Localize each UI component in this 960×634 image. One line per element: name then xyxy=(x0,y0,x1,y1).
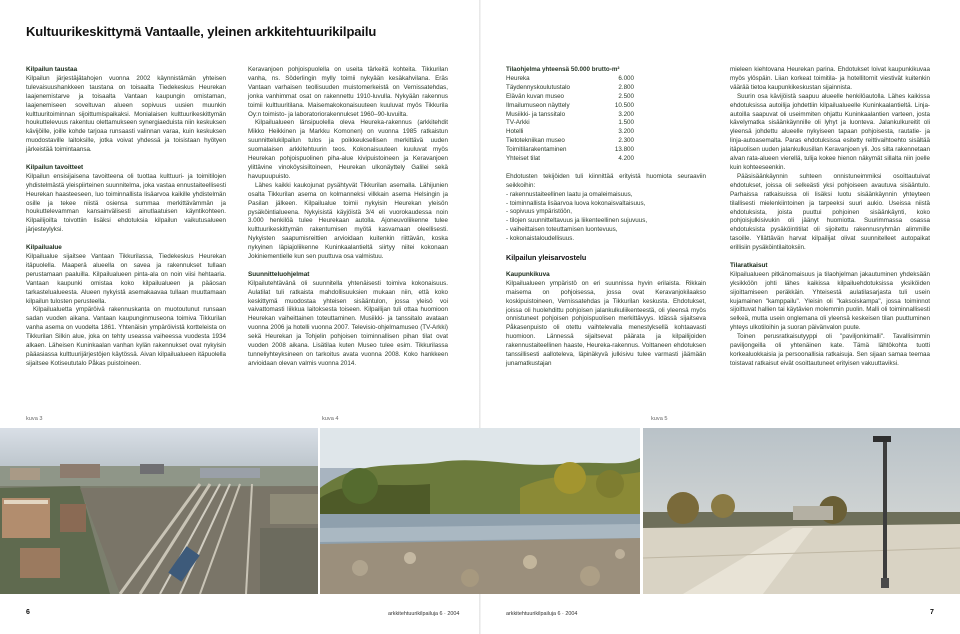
magazine-footer-left: arkkitehtuurikilpailuja 6 · 2004 xyxy=(388,611,460,617)
heading-tausta: Kilpailun taustaa xyxy=(26,66,78,73)
text-column-4 xyxy=(730,66,930,369)
page-number-right: 7 xyxy=(930,609,934,616)
list-item: - sopivuus ympäristöön, xyxy=(506,208,573,216)
text-column-3 xyxy=(506,66,706,369)
paragraph-ohjelma: Kilpailutehtävänä oli suunnitella yhtenäisesti toimiva kokonaisuus. Aulatilat tuli ratkaista mahdollisuuksien mukaan niin, että koko keskittymä muodostaa yhteisen sisääntulon, jossa yleisö voi vaivattomasti liikkua laitoksesta toiseen. Kilpailijan tuli ottaa huomioon Heurekan vaiheittainen toteuttaminen. Musiikki- ja tanssitalo avataan vuonna 2006 ja hotelli vuonna 2007. Televisio-ohjelmamuseo (TV-Arkki) sekä Heurekan ja Tohjelin pohjoisen toiminnallisen pihan tilat ovat vuoden 2008 aikana. Lisätilaa kuten Museo tulee esim. Tikkurilassa tunneliyhteyksineen on tarkoitus avata vuonna 2008. Koko hankkeen arvioidaan olevan valmis vuonna 2014. xyxy=(248,279,448,367)
paragraph-kilpailualue: Kilpailualue sijaitsee Vantaan Tikkurilassa, Tiedekeskus Heurekan itäpuolella. Maaperä alueella on savea ja rakennukset tullaan perustamaan paaluilla. Kilpailualueen pinta-ala on noin viisi hehtaaria. Vantaan kaupunki omistaa koko kilpailualueen ja pääosan tarkastelualueesta. Alueen nykyistä asemakaavaa tullaan muuttamaan kilpailun tulosten perusteella. xyxy=(26,253,226,305)
aerial-railway-photo xyxy=(0,428,318,594)
magazine-footer-right: arkkitehtuurikilpailuja 6 · 2004 xyxy=(506,611,578,617)
article-title: Kultuurikeskittymä Vantaalle, yleinen arkkitehtuurikilpailu xyxy=(26,24,377,39)
paragraph-kilpailualue-2: Kilpailualuetta ympäröivä rakennuskanta on muotoutunut runsaan sadan vuoden aikana. Vantaan kaupunginmuseona toimiva Tikkurilan vanha asema on vuodelta 1861. Yhtenäisin ympäröivistä kortteleista on Tikkurilan Silkin alue, joka on tehty useassa vaiheessa vuodesta 1934 alkaen. Läheisen Kuninkaalan vanhan kylän rakennukset ovat nykyisin pääasiassa kulttuurijärjestöjen käytössä. Aivan kilpailualueen itäpuolella sijaitsee Kotiseututalo Påkas puistoineen. xyxy=(26,306,226,367)
caption-kuva-4: kuva 4 xyxy=(322,416,339,422)
stat-row: Yhteiset tilat 4.200 xyxy=(506,155,634,163)
stat-row: Toimitilarakentaminen 13.800 xyxy=(506,146,634,154)
stat-row: Heureka 6.000 xyxy=(506,74,634,82)
stat-row: Musiikki- ja tanssitalo 3.200 xyxy=(506,110,634,118)
heading-kilpailualue: Kilpailualue xyxy=(26,244,62,252)
heading-tavoitteet: Kilpailun tavoitteet xyxy=(26,163,84,171)
stat-row: Tietotekniikan museo 2.300 xyxy=(506,137,634,145)
list-item: - tilojen suunnitteltavuus ja liikenteellinen sujuvuus, xyxy=(506,217,648,225)
plaza-lamp-photo xyxy=(643,428,960,594)
paragraph-arviointi: Ehdotusten tekijöiden tuli kiinnittää erityistä huomiota seuraaviin seikkoihin: xyxy=(506,172,706,189)
heading-tilaratkaisut: Tilaratkaisut xyxy=(730,261,768,269)
stats-title: Tilaohjelma yhteensä 50.000 brutto-m² xyxy=(506,66,620,73)
stat-row: TV-Arkki 1.500 xyxy=(506,119,634,127)
paragraph-tila: Kilpailualueen pitkänomaisuus ja tilaohjelman jakautuminen yhdeksään yksikköön johti lähes kaikissa kilpailuehdotuksissa yksiköiden sijoittamiseen peräkkäin. Yhteisestä aulatilasarjasta tuli usein kujamainen "kamppailu". Yleisin oli "kaksoiskampa", jossa toiminnot sijoittuvat hallien tai käytävien molemmin puolin. Malli oli toiminnallisesti selkeä, mutta usein onglemana oli yleensä keskeisen tilan puuttuminen yhteys ulkotiloihin ja suoran päivänvalon puute. xyxy=(730,270,930,332)
stat-row: Ilmailumuseon näyttely 10.500 xyxy=(506,101,634,109)
paragraph-sisaantulo: Suurin osa kävijöistä saapuu alueelle henkilöautolla. Lähes kaikissa ehdotuksissa autoilija johdettiin kilpailualueelle Kuninkaalantieltä. Linja-autoilla saapuvat oli useimmiten ohjattu Kuninkaalantien varteen, josta kävelymatka sisäänkäynnille oli lyhyt ja luonteva. Jalankulkureitit oli yleensä johdettu alueelle nykyiseen tapaan pohjoisesta, rautatie- ja linja-autoasemalta. Paras ehdotuksissa esitetty reittivaihtoehto sisältää itäpuolisen uuden jalankulkusillan Keravanjoen yli. Jos silta rakennetaan alvan rata-alueen vierellä, tulija kokee hienon näkymät sillalta niin joelle kuin kohteeseenkin. xyxy=(730,92,930,171)
heading-kaupunkikuva: Kaupunkikuva xyxy=(506,270,550,278)
stat-row: Täydennyskoulutustalo 2.800 xyxy=(506,83,634,91)
paragraph-intro: Keravanjoen pohjoispuolella on useita tärkeitä kohteita. Tikkurilan vanha, ns. Söderlingin mylly toimii nykyään kesäkahvilana. Eräs Vantaan varhaisen teollisuuden muistomerkeistä on Vernissatehdas, jonka vanhimmat osat on rakennettu 1910-luvulla. Nykyään rakennus toimii kulttuuritilana. Maisemakokonaisuuteen kuuluvat myös Tikkurila Oy:n toimisto- ja laboratoriorakennukset 1960–90-luvuilta. xyxy=(248,66,448,118)
list-item: - rakennustaiteellinen laatu ja omaleimaisuus, xyxy=(506,190,633,198)
paragraph-heureka: Kilpailualueen länsipuolella oleva Heureka-rakennus (arkkitehdit Mikko Heikkinen ja Markku Komonen) on vuonna 1985 ratkaistun suunnittelukilpailun tulos ja poikkeuksellisen merkittävä uuden suomalaisen arkkitehtuurin teos. Kokonaisuuteen kuuluvat myös Heurekan pohjoispuolinen piha-alue kivipuistoineen ja Keravanjoen ylittävine vinoköysisiltoineen, Heurekan ulkonäyttely Galilei sekä havupuupuisto. xyxy=(248,119,448,180)
list-item: - toiminnallista lisäarvoa luova kokonaisvaltaisuus, xyxy=(506,199,646,207)
page-number-left: 6 xyxy=(26,609,30,616)
paragraph-tausta: Kilpailun järjestäjätahojen vuonna 2002 käynnistämän yhteisen tulevaisuushankkeen taustana on toisaalta Tiedekeskus Heurekan laajenemistarve ja toisaalta Vantaan kaupungin omistaman, laajenemiseen soveltuvan alueen sopivuus uusien muunkin kulttuuritoiminnan sijoittumispaikaksi. Monialaisen kulttuurikeskittymän houkuttelevuus rakentuu olettamukseen synergiaeduista niin keskuksen kävijöille, joille kohde tarjoaa runsaasti valinnan varaa, kuin keskuksen muodostaville laitoksille, jotka voivat yhdessä ja toisistaan hyötyen järkeistää toimintaansa. xyxy=(26,74,226,154)
heading-suunnitteluohjelmat: Suunnitteluohjelmat xyxy=(248,270,310,278)
heading-yleisarvostelu: Kilpailun yleisarvostelu xyxy=(506,253,587,262)
stats-table xyxy=(506,75,706,164)
text-column-1 xyxy=(26,66,226,369)
list-item: - kokonaistaloudellisuus. xyxy=(506,235,575,243)
stat-row: Hotelli 3.200 xyxy=(506,128,634,136)
caption-kuva-5: kuva 5 xyxy=(651,416,668,422)
stat-row: Elävän kuvan museo 2.500 xyxy=(506,92,634,100)
list-item: - vaiheittaisen toteuttamisen luontevuus, xyxy=(506,226,618,234)
paragraph-liikenne: Lähes kaikki kaukojunat pysähtyvät Tikkurilan asemalla. Lähijunien osalta Tikkurilan asema on kolmanneksi vilkkain asema Helsingin ja Pasilan jälkeen. Kilpailualue toimii nykyisin Heurekan yleisön pysäköintialueena. Nykyisistä käyjöistä 3/4 eli vuorokaudessa noin 3.000 henkilöä tulee Heurekaan autolla. Ajoneuvoliikenne tulee kulttuurikeskittymän rakentumisen myötä kasvamaan oleellisesti. Nykyisten saapumisreittien arvioidaan kuitenkin riittävän, koska nykyinen läpiajoliikenne Kuninkaalantieltä siirtyy niitei kokonaan Jokiniementielle kun sen puuttuva osa valmistuu. xyxy=(248,181,448,261)
paragraph-continued: mieleen kiehtovana Heurekan parina. Ehdotukset loivat kaupunkikuvaa myös ylöspäin. Liian korkeat toimitila- ja hotellitornit viestivät kuitenkin väärää tietoa kaupunkikeskustan sijainnista. xyxy=(730,66,930,91)
paragraph-tavoitteet: Kilpailun ensisijaisena tavoitteena oli tuottaa kulttuuri- ja toimitilojen yhdistelmästä yleispiirteinen suunnitelma, joka vastaa ennustaiteellisesti Heurekan haasteeseen, luo toiminnallista lisäarvoa kaikille yhdistelmän osille ja tekee niistä osiensa summaa merkittävämmän ja houkuttelevamman kansainvälisesti ainutlaatuisen käyntikohteen. Kilpailijoilta toivottiin lisäksi ehdotuksia kilpailun vaikutusalueen järjesteylyksi. xyxy=(26,172,226,234)
paragraph-sisaantulo-2: Pääsisäänkäynnin suhteen onnistuneimmiksi osoittautuivat ehdotukset, joissa oli selkeästi yksi pohjoiseen avautuva sisääntulo. Parhaissa ratkaisuissa oli lisäksi luotu sisäänkäynnin yhteyteen tilallisesti mielenkiintoinen ja tarpeeksi suuri aukio. Useissa niistä ehdotuksista, joista puuttui pohjoinen sisäänkäynti, koko pohjoisjulkisivukin oli jäänyt huomiotta. Suurimmassa osassa ehdotuksista pysäköintitilat oli sijoitettu rakennusryhmän alimmille tasoille. Yllättävän harvat kilpailijat olivat suunnitelleet autopaikat erillisiin pysäköintilaitoksiin. xyxy=(730,172,930,252)
caption-kuva-3: kuva 3 xyxy=(26,416,43,422)
text-column-2 xyxy=(248,66,448,369)
river-landscape-photo xyxy=(320,428,640,594)
paragraph-kaupunkikuva: Kilpailualueen ympäristö on eri suunnissa hyvin erilaista. Rikkain maisema on pohjoisessa, jossa ovat Keravanjokilaakso koskipuistoineen, Vernissatehdas ja Tikkurilan keskusta. Ehdotukset, joissa oli huolehdittu pohjoisen jalankulkuliikenteestä, oli yleensä myös onnistuneet pohjoisen pohjoispuolisen merkittävyys. Idässä sijaitseva Påkasenpuisto oli otettu vaihtelevalla menestyksellä kohtaavasti huomioon. Lännessä sijaitsevat päärata ja kilpailijoiden rakennustaiteellinen haaste, Heureka-rakennus. Voittaneen ehdotuksen tanssillisesti aalloteleva, läpinäkyvä julkisivu tulee varmasti jäämään junamatkustajan xyxy=(506,279,706,367)
paragraph-tila-2: Toinen perusratkaisutyyppi oli "paviljonkimalli". Tavallisimmin paviljongeilla oli yhtenäinen kate. Tämä lähtökohta tuotti korkealuokkaisia ja persoonallisia ratkaisuja. Sen sijaan samaa teemaa toistavat ratkaisut eivät osoittautuneet erityisen vakuuttaviksi. xyxy=(730,333,930,367)
